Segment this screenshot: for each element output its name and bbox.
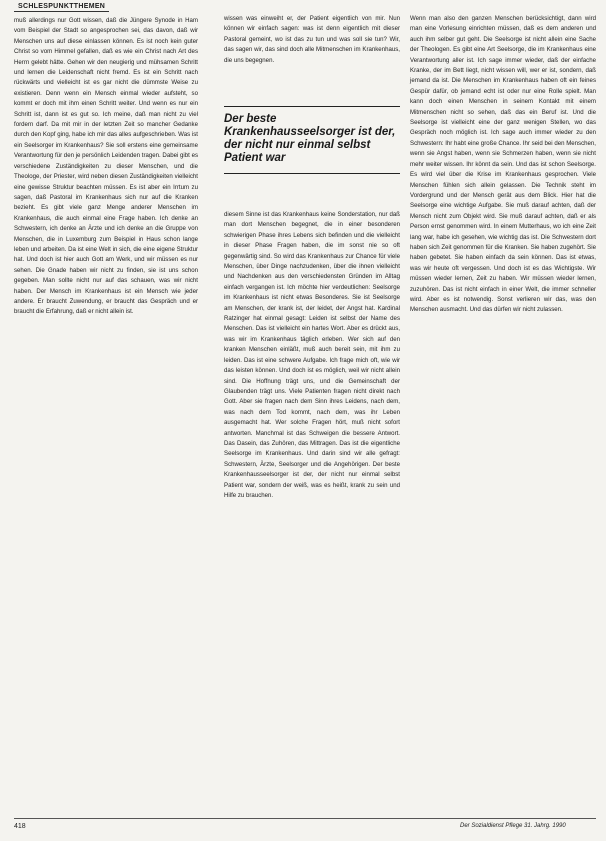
article-column-2-top [224,14,400,64]
page-number: 418 [14,823,26,830]
article-text: muß allerdings nur Gott wissen, daß die Jüngere Synode in Ham vom Beispiel der Stadt so angesprochen sei, das davon, daß wir Menschen uns auf diese einlassen können. Es ist noch kein guter Christ so vom Himmel gefallen, daß es wie ein Christ nach Art des Herrn gelebt hätte. Gehen wir den neugierig und mühsamen Schritt und lernen die Leidenschaft nicht fremd. Es ist ein Schritt nach rückwärts und vielleicht ist es gar nicht die dümmste Weise zu existieren. Denn wenn ein Mensch einmal wieder aufsteht, so kommt er doch mit ihm einen Schritt weiter. Und wenn es nur ein Schritt ist, dann ist es gut so. Ich meine, daß man nicht zu viel fordern darf. Da mit mir in der letzten Zeit so mancher Gedanke durch den Kopf ging, habe ich mir das alles aufgeschrieben. Was ist ein Seelsorger im Krankenhaus? Sie soll erstens eine gemeinsame Verantwortung für den je persönlich Leidenden tragen. Dabei gibt es verschiedene Zuständigkeiten zu dieser Menschen, und die Theologe, der Priester, wird neben diesen Zuständigkeiten vielleicht eine gewisse Struktur beachten müssen. Es ist aber ein Irrtum zu sagen, daß Pastoral im Krankenhaus sich nur auf die Kranken bezieht. Es gibt viele ganz Menge anderer Menschen im Krankenhaus, die auch einmal eine Frage haben. Ich denke an Schwestern, ich denke an Ärzte und ich denke an die Gruppe von Menschen, die in Luxemburg zum Beispiel in Haus schon lange leben und arbeiten. Da ist eine Welt in sich, die eine eigene Struktur hat. Und doch ist hier auch Gott am Werk, und wir müssen es nur sehen. Die Gnade haben wir nicht zu finden, sie ist uns schon gegeben. Man sollte nicht nur auf das schauen, was wir nicht haben. Der Mensch im Krankenhaus ist ein Mensch wie jeder andere. Er braucht Zuwendung, er braucht das Gespräch und er braucht die Erfahrung, daß er nicht allein ist. [14,17,198,316]
footer-divider [14,818,596,819]
article-column-1 [14,16,198,816]
pull-quote [224,106,400,174]
article-column-2 [224,210,400,816]
pull-quote-text: Der beste Krankenhausseelsorger ist der, der nicht nur einmal selbst Patient war [224,113,396,164]
section-label: SCHLESPUNKTTHEMEN [14,3,109,12]
article-text: diesem Sinne ist das Krankenhaus keine Sonderstation, nur daß man dort Menschen begegnet, die in einer besonderen schwierigen Phase ihres Lebens sich befinden und die vielleicht in dieser Phase Fragen haben, die im sonst nie so oft gegenwärtig sind. So wird das Krankenhaus zur Chance für viele Menschen, über Dinge nachzudenken, über die ihnen vielleicht und Nachdenken aus den verschiedensten Gründen im Alltag einfach vergangen ist. Ich möchte hier verdeutlichen: Seelsorge im Krankenhaus ist nicht etwas Besonderes. Sie ist Seelsorge am Menschen, der krank ist, der leidet, der Angst hat. Kardinal Ratzinger hat einmal gesagt: Leiden ist selbst der Name des Menschen. Das ist vielleicht ein hartes Wort. Aber es drückt aus, was wir im Krankenhaus täglich erleben. Wer sich auf den kranken Menschen einläßt, muß auch bereit sein, mit ihm zu leiden. Das ist eine schwere Aufgabe. Ich frage mich oft, wie wir das leisten können. Und doch ist es möglich, weil wir nicht allein sind. Die Hoffnung trägt uns, und die Gemeinschaft der Glaubenden trägt uns. Viele Patienten fragen nicht direkt nach Gott. Aber sie fragen nach dem Sinn ihres Leidens, nach dem, was nach dem Tod kommt, nach dem, was ihr Leben ausgemacht hat. Wer solche Fragen hört, muß nicht sofort antworten. Manchmal ist das Schweigen die bessere Antwort. Das Dasein, das Zuhören, das Mittragen. Das ist die eigentliche Seelsorge im Krankenhaus. Und darin sind wir alle gefragt: Schwestern, Ärzte, Seelsorger und die Angehörigen. Der beste Krankenhausseelsorger ist der, der nicht nur einmal selbst Patient war, sondern der weiß, was es heißt, krank zu sein und Hilfe zu brauchen. [224,211,400,499]
article-text: wissen was einweiht er, der Patient eigentlich von mir. Nun können wir einfach sagen: was ist denn eigentlich mit dieser Pastoral gemeint, wo ist das zu tun und was soll sie tun? Wir, das sagen wir, das sind doch alle Mitmenschen im Krankenhaus, die uns begegnen. [224,15,400,64]
article-text: Wenn man also den ganzen Menschen berücksichtigt, dann wird man eine Vorlesung einrichten müssen, daß es dem anderen und auch ihm selber gut geht. Die Seelsorge ist nicht allein eine Sache der Theologen. Es gibt eine Art Seelsorge, die im Krankenhaus eine Verantwortung aller ist. Ich sage immer wieder, daß der einfache Kranke, der im Bett liegt, nicht wissen will, wer er ist, sondern, daß jemand da ist. Die Menschen im Krankenhaus haben oft ein feines Gespür dafür, ob jemand echt ist oder nur eine Rolle spielt. Man kann doch einen Menschen in seinem Kontakt mit einem Mitmenschen nicht so sehen, daß das ein Beruf ist. Und die Seelsorge ist vielleicht eine der ganz wenigen Stellen, wo das Gespräch noch möglich ist. Ich sage auch immer wieder zu den Schwestern: Ihr habt eine große Chance. Ihr seid bei den Menschen, wenn sie Angst haben, wenn sie Schmerzen haben, wenn sie nicht mehr weiter wissen. Ihr könnt da sein. Und das ist schon Seelsorge. Es wird viel über die Krise im Krankenhaus gesprochen. Viele Menschen fühlen sich allein gelassen. Die Technik steht im Vordergrund und der Mensch gerät aus dem Blick. Hier hat die Seelsorge eine wichtige Aufgabe. Sie muß darauf achten, daß der Mensch nicht zum Objekt wird. Sie muß darauf achten, daß er als Person ernst genommen wird. In einem Mutterhaus, wo ich eine Zeit lang war, habe ich gesehen, wie wichtig das ist. Die Schwestern dort haben sich Zeit genommen für die Kranken. Sie haben zugehört. Sie haben gebetet. Sie haben einfach da sein können. Das ist etwas, was wir heute oft vergessen. Und doch ist es das Wichtigste. Wir müssen wieder lernen, Zeit zu haben. Wir müssen wieder lernen, zuzuhören. Das ist nicht einfach in einer Welt, die immer schneller wird. Aber es ist notwendig. Sonst verlieren wir das, was den Menschen ausmacht. Und das dürfen wir nicht zulassen. [410,15,596,314]
article-column-3 [410,14,596,816]
publication-source: Der Sozialdienst Pflege 31. Jahrg. 1990 [460,823,566,829]
